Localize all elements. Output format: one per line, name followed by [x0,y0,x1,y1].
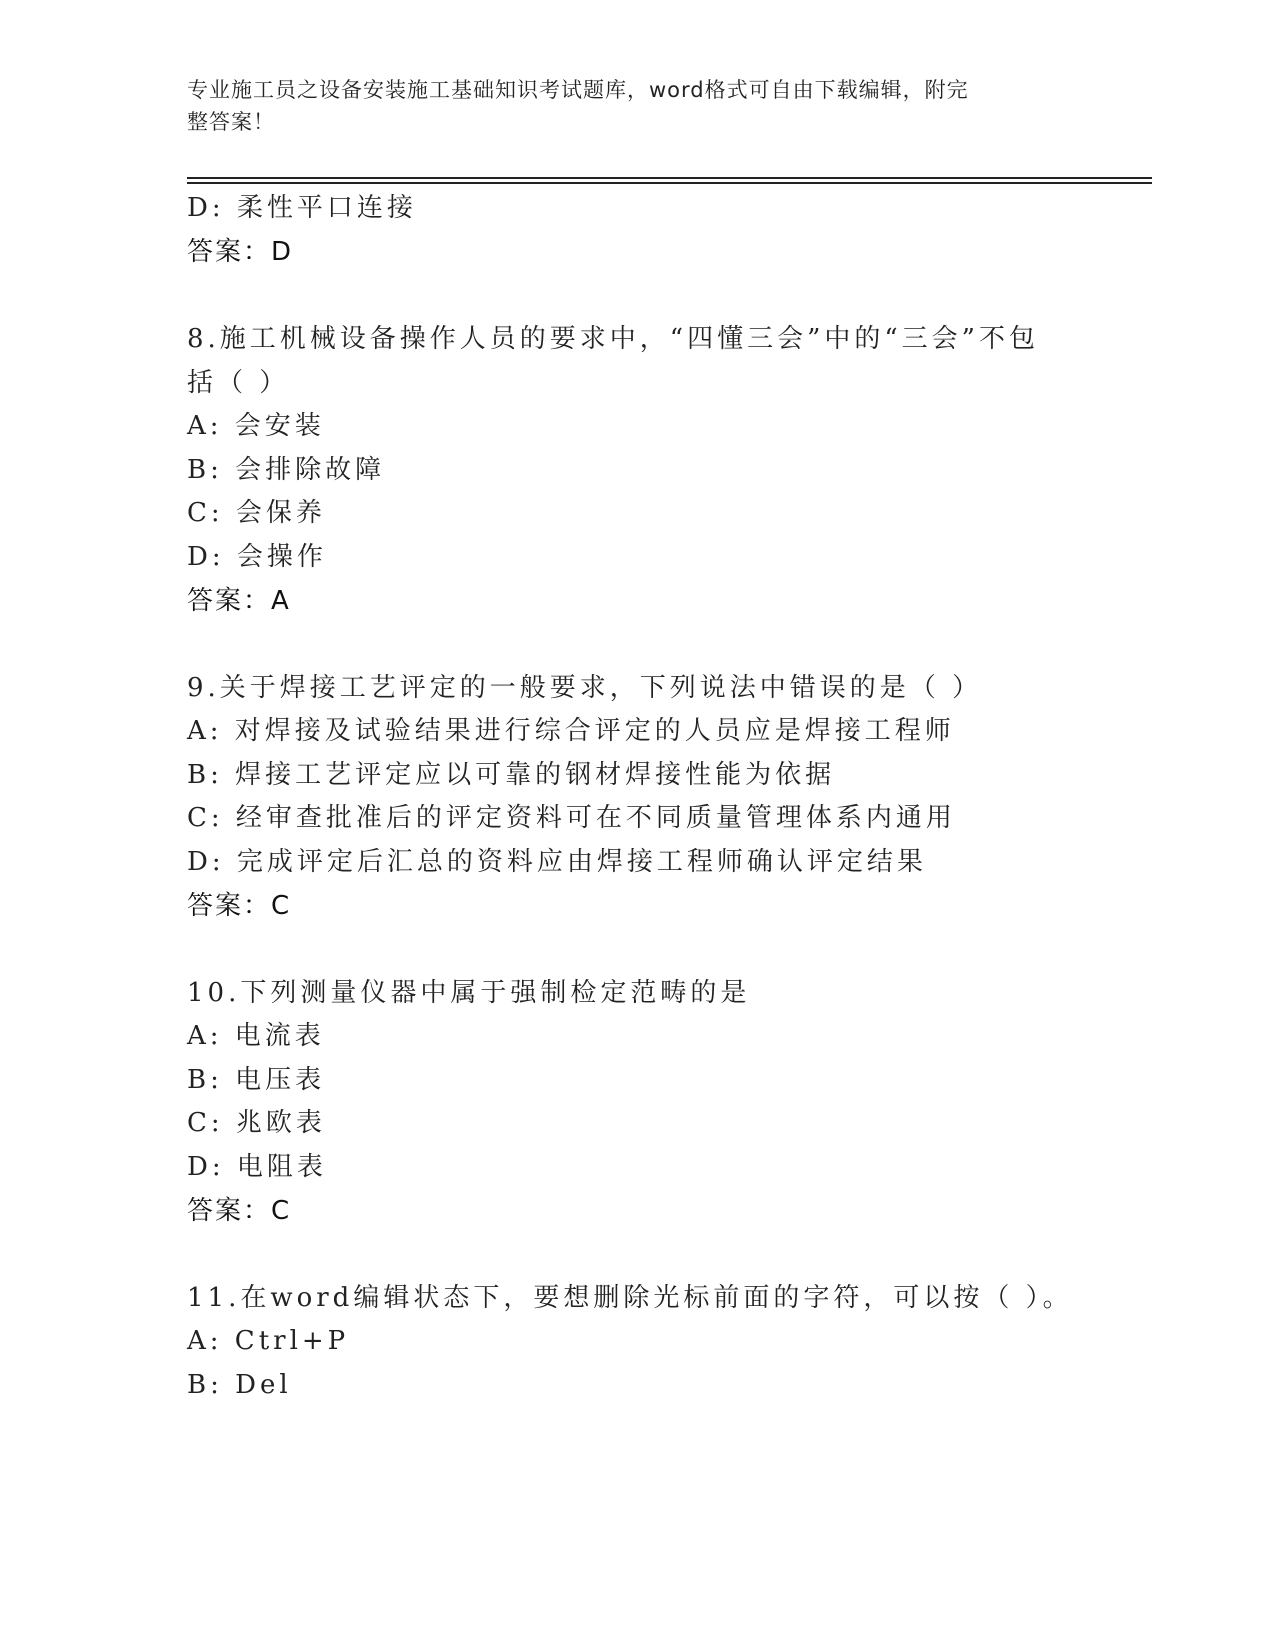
question-8-option-c: C: 会保养 [187,498,326,528]
carryover-option-d: D: 柔性平口连接 [187,193,417,223]
question-8-option-d: D: 会操作 [187,542,327,572]
question-11-stem: 11.在word编辑状态下，要想删除光标前面的字符，可以按（ ）。 [187,1283,1073,1313]
question-8-answer: 答案：A [187,586,291,616]
question-9-option-a: A: 对焊接及试验结果进行综合评定的人员应是焊接工程师 [187,716,955,746]
question-8-option-a: A: 会安装 [187,411,325,441]
question-8-stem-line-2: 括（ ） [187,368,290,398]
question-10-option-d: D: 电阻表 [187,1152,327,1182]
question-8-option-b: B: 会排除故障 [187,455,386,485]
question-10-option-a: A: 电流表 [187,1021,325,1051]
header-divider-top [187,177,1152,179]
question-10-option-b: B: 电压表 [187,1065,326,1095]
header-line-1: 专业施工员之设备安装施工基础知识考试题库，word格式可自由下载编辑，附完 [187,78,969,102]
question-9-option-d: D: 完成评定后汇总的资料应由焊接工程师确认评定结果 [187,847,927,877]
carryover-answer: 答案：D [187,237,294,267]
header-line-2: 整答案！ [187,110,275,134]
question-10-answer: 答案：C [187,1196,292,1226]
question-10-option-c: C: 兆欧表 [187,1108,326,1138]
question-11-option-b: B: Del [187,1370,292,1400]
question-9-stem: 9.关于焊接工艺评定的一般要求，下列说法中错误的是（ ） [187,673,983,703]
question-8-stem-line-1: 8.施工机械设备操作人员的要求中，“四懂三会”中的“三会”不包 [187,324,1039,354]
question-11-option-a: A: Ctrl+P [187,1326,350,1356]
question-9-answer: 答案：C [187,891,292,921]
document-header [187,74,1067,138]
question-9-option-c: C: 经审查批准后的评定资料可在不同质量管理体系内通用 [187,803,956,833]
question-9-option-b: B: 焊接工艺评定应以可靠的钢材焊接性能为依据 [187,760,836,790]
question-10-stem: 10.下列测量仪器中属于强制检定范畴的是 [187,978,751,1008]
header-divider-bottom [187,182,1152,184]
